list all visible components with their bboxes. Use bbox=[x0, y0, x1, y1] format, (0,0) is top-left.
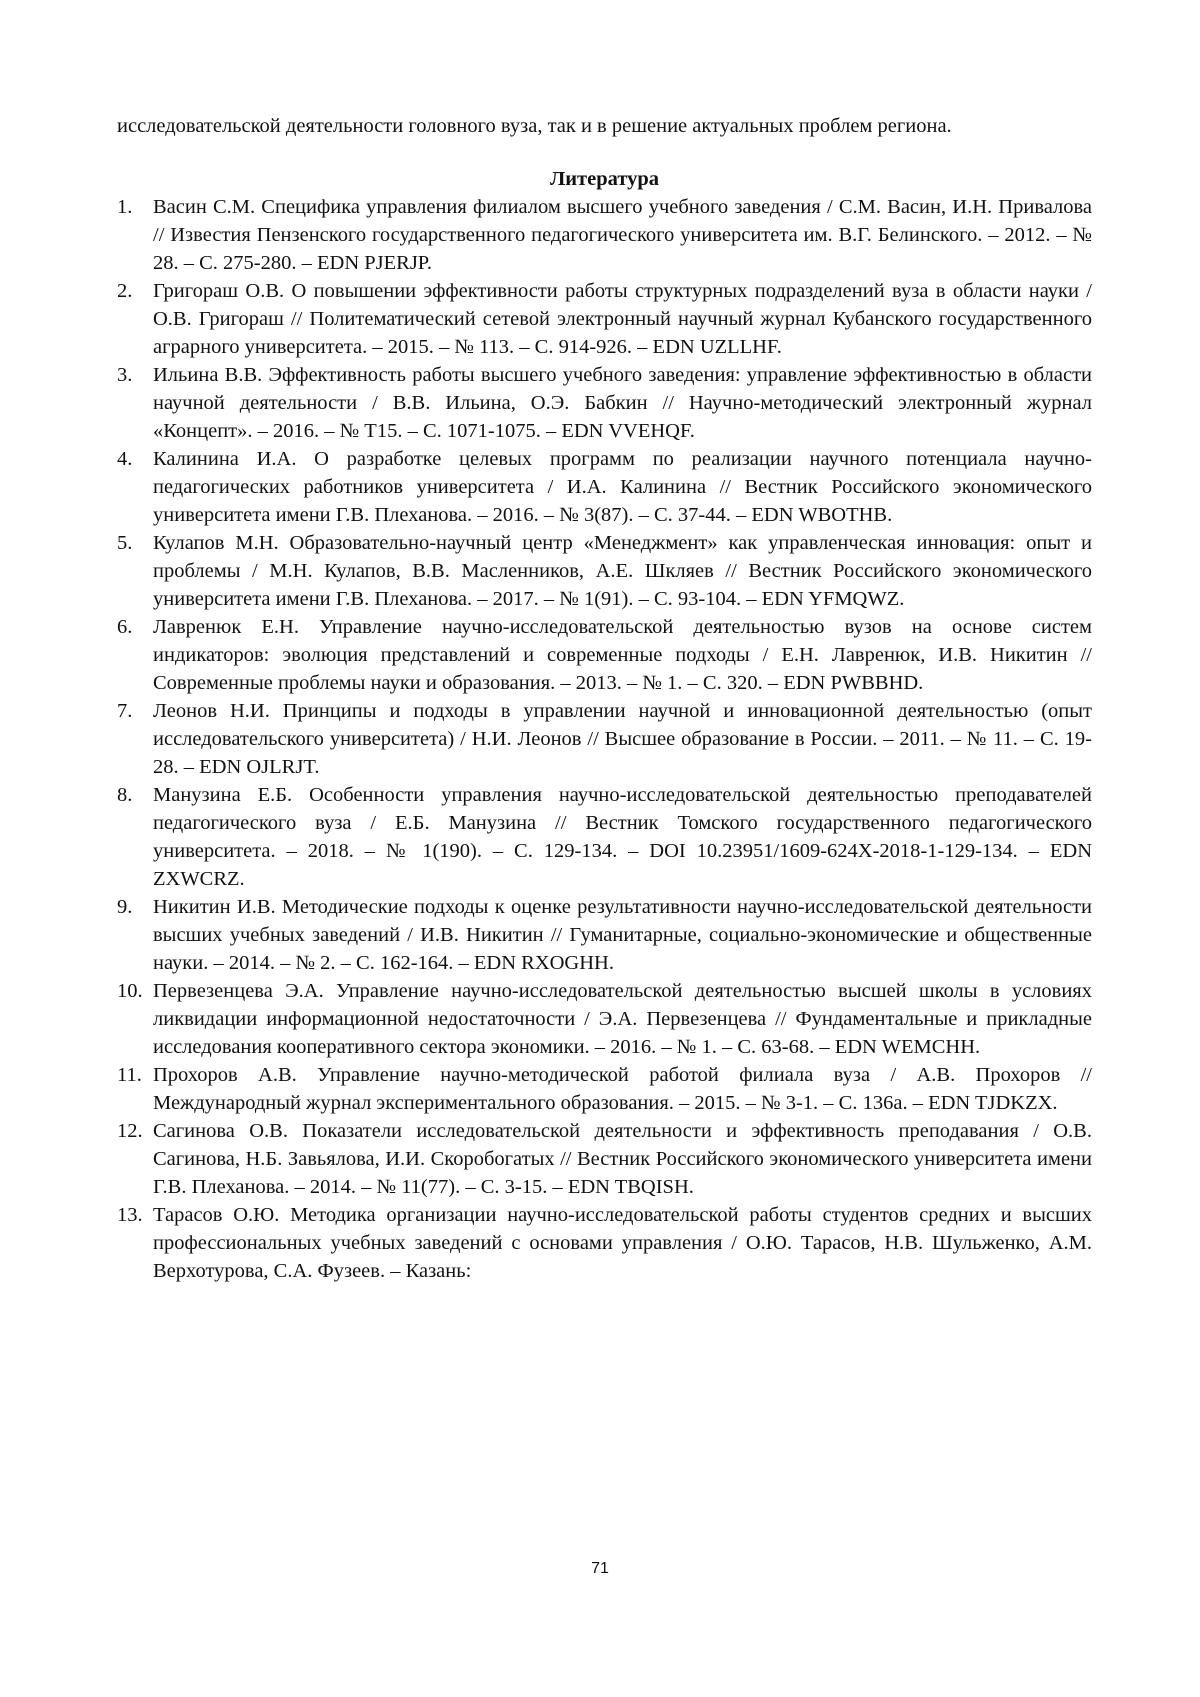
reference-text: Васин С.М. Специфика управления филиалом высшего учебного заведения / С.М. Васин, И.Н. Привалова // Известия Пензенского государственного педагогического университета им. В.Г. Белинского. – 2012. – № 28. – С. 275-280. – EDN PJERJP. bbox=[153, 196, 1092, 274]
reference-text: Григораш О.В. О повышении эффективности работы структурных подразделений вуза в области науки / О.В. Григораш // Политематический сетевой электронный научный журнал Кубанского государственного аграрного университета. – 2015. – № 113. – С. 914-926. – EDN UZLLHF. bbox=[153, 280, 1092, 358]
reference-text: Сагинова О.В. Показатели исследовательской деятельности и эффективность преподавания / О.В. Сагинова, Н.Б. Завьялова, И.И. Скоробогатых // Вестник Российского экономического университета имени Г.В. Плеханова. – 2014. – № 11(77). – С. 3-15. – EDN TBQISH. bbox=[153, 1120, 1092, 1198]
reference-text: Прохоров А.В. Управление научно-методической работой филиала вуза / А.В. Прохоров // Международный журнал экспериментального образования. – 2015. – № 3-1. – С. 136а. – EDN TJDKZX. bbox=[153, 1064, 1092, 1114]
reference-number: 1. bbox=[117, 196, 133, 218]
reference-text: Леонов Н.И. Принципы и подходы в управлении научной и инновационной деятельностью (опыт исследовательского университета) / Н.И. Леонов // Высшее образование в России. – 2011. – № 11. – С. 19-28. – EDN OJLRJT. bbox=[153, 700, 1092, 778]
reference-item bbox=[117, 1201, 1092, 1285]
reference-number: 2. bbox=[117, 280, 133, 302]
intro-paragraph: исследовательской деятельности головного вуза, так и в решение актуальных проблем региона. bbox=[117, 115, 952, 137]
reference-number: 7. bbox=[117, 700, 133, 722]
reference-number: 11. bbox=[117, 1064, 142, 1086]
reference-number: 10. bbox=[117, 980, 143, 1002]
reference-number: 12. bbox=[117, 1120, 143, 1142]
references-heading: Литература bbox=[549, 168, 660, 190]
reference-item bbox=[117, 445, 1092, 529]
reference-number: 4. bbox=[117, 448, 133, 470]
reference-item bbox=[117, 613, 1092, 697]
reference-text: Кулапов М.Н. Образовательно-научный центр «Менеджмент» как управленческая инновация: опыт и проблемы / М.Н. Кулапов, В.В. Масленников, А.Е. Шкляев // Вестник Российского экономического университета имени Г.В. Плеханова. – 2017. – № 1(91). – С. 93-104. – EDN YFMQWZ. bbox=[153, 532, 1092, 610]
reference-item bbox=[117, 1061, 1092, 1117]
reference-number: 9. bbox=[117, 896, 133, 918]
page-body bbox=[117, 112, 1092, 1285]
reference-text: Тарасов О.Ю. Методика организации научно-исследовательской работы студентов средних и высших профессиональных учебных заведений с основами управления / О.Ю. Тарасов, Н.В. Шульженко, А.М. Верхотурова, С.А. Фузеев. – Казань: bbox=[153, 1204, 1092, 1282]
reference-number: 6. bbox=[117, 616, 133, 638]
reference-item bbox=[117, 781, 1092, 893]
page-number: 71 bbox=[591, 1560, 609, 1577]
reference-text: Лавренюк Е.Н. Управление научно-исследовательской деятельностью вузов на основе систем индикаторов: эволюция представлений и современные подходы / Е.Н. Лавренюк, И.В. Никитин // Современные проблемы науки и образования. – 2013. – № 1. – С. 320. – EDN PWBBHD. bbox=[153, 616, 1092, 694]
reference-item bbox=[117, 277, 1092, 361]
reference-number: 3. bbox=[117, 364, 133, 386]
reference-text: Калинина И.А. О разработке целевых программ по реализации научного потенциала научно-педагогических работников университета / И.А. Калинина // Вестник Российского экономического университета имени Г.В. Плеханова. – 2016. – № 3(87). – С. 37-44. – EDN WBOTHB. bbox=[153, 448, 1092, 526]
reference-text: Никитин И.В. Методические подходы к оценке результативности научно-исследовательской деятельности высших учебных заведений / И.В. Никитин // Гуманитарные, социально-экономические и общественные науки. – 2014. – № 2. – С. 162-164. – EDN RXOGHH. bbox=[153, 896, 1092, 974]
reference-number: 13. bbox=[117, 1204, 143, 1226]
reference-text: Ильина В.В. Эффективность работы высшего учебного заведения: управление эффективностью в области научной деятельности / В.В. Ильина, О.Э. Бабкин // Научно-методический электронный журнал «Концепт». – 2016. – № Т15. – С. 1071-1075. – EDN VVEHQF. bbox=[153, 364, 1092, 442]
references-list bbox=[117, 193, 1092, 1285]
reference-item bbox=[117, 977, 1092, 1061]
reference-text: Первезенцева Э.А. Управление научно-исследовательской деятельностью высшей школы в условиях ликвидации информационной недостаточности / Э.А. Первезенцева // Фундаментальные и прикладные исследования кооперативного сектора экономики. – 2016. – № 1. – С. 63-68. – EDN WEMCHH. bbox=[153, 980, 1092, 1058]
reference-item bbox=[117, 893, 1092, 977]
reference-item bbox=[117, 361, 1092, 445]
reference-number: 8. bbox=[117, 784, 133, 806]
reference-number: 5. bbox=[117, 532, 133, 554]
reference-text: Манузина Е.Б. Особенности управления научно-исследовательской деятельностью преподавателей педагогического вуза / Е.Б. Манузина // Вестник Томского государственного педагогического университета. – 2018. – № 1(190). – С. 129-134. – DOI 10.23951/1609-624X-2018-1-129-134. – EDN ZXWCRZ. bbox=[153, 784, 1092, 890]
reference-item bbox=[117, 193, 1092, 277]
reference-item bbox=[117, 1117, 1092, 1201]
reference-item bbox=[117, 529, 1092, 613]
reference-item bbox=[117, 697, 1092, 781]
